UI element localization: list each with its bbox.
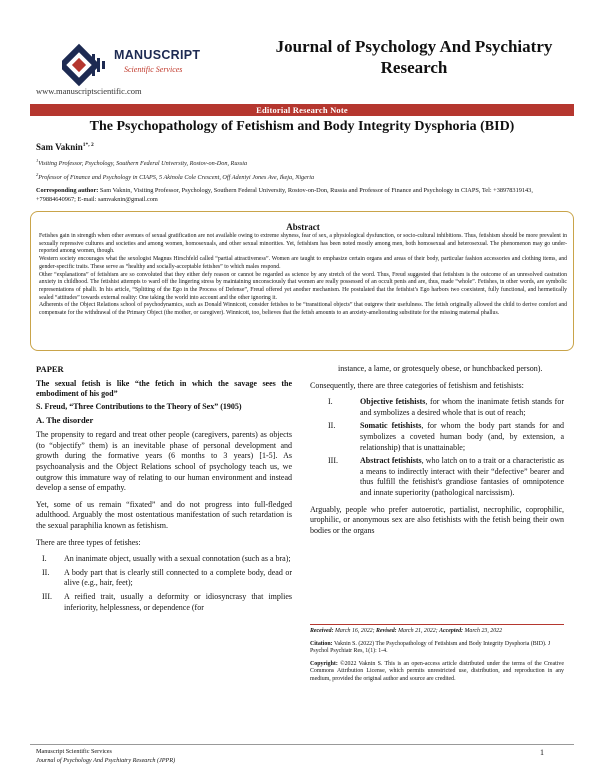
footer-publisher: Manuscript Scientific Services bbox=[36, 748, 112, 755]
body-paragraph: Yet, some of us remain “fixated” and do not progress into full-fledged adulthood. Arguably the most ostentatious manifestation of such retardation is the sexual paraphilia known as fetishism. bbox=[36, 499, 292, 530]
page-number: 1 bbox=[540, 748, 544, 757]
fetishist-categories-list bbox=[310, 397, 564, 498]
citation-text: Vaknin S. (2022) The Psychopathology of Fetishism and Body Integrity Dysphoria (BID). J Psychol Psychiatr Res, 1(1): 1-4. bbox=[310, 640, 551, 654]
author-superscript: 1*, 2 bbox=[82, 142, 94, 148]
affiliation-1 bbox=[36, 158, 566, 167]
journal-title-line2: Research bbox=[380, 58, 448, 77]
list-item bbox=[310, 397, 564, 418]
copyright-label: Copyright: bbox=[310, 660, 338, 667]
affiliation-1-sup: 1 bbox=[36, 158, 39, 163]
list-item bbox=[36, 592, 292, 613]
list-term: Abstract fetishists bbox=[360, 456, 422, 466]
abstract-paragraph: Fetishes gain in strength when other avenues of sexual gratification are not available owing to extreme shyness, fear of sex, a physiological dysfunction, or socio-cultural inhibitions. Thus, fetishism should be more prevalent in sexually repressive cultures and societies and among women, homosexuals, and other sexual minorities. Yet, fetishism has been noted mostly among men, both homosexual and heterosexual. The phenomenon may go under-reported among women, though. bbox=[39, 233, 567, 255]
site-url-link[interactable]: www.manuscriptscientific.com bbox=[36, 86, 142, 96]
list-item bbox=[36, 554, 292, 565]
affiliation-2-sup: 2 bbox=[36, 172, 39, 177]
list-text: An inanimate object, usually with a sexual connotation (such as a bra); bbox=[64, 554, 291, 564]
body-paragraph: Consequently, there are three categories of fetishism and fetishists: bbox=[310, 380, 524, 390]
affiliation-1-text: Visiting Professor, Psychology, Southern Federal University, Rostov-on-Don, Russia bbox=[38, 160, 248, 168]
received-label: Received: bbox=[310, 628, 334, 634]
list-text: , for whom the body part stands for and symbolizes a coveted human body (and, by extension, a relationship) that is unattainable; bbox=[360, 421, 564, 452]
author-text: Sam Vaknin bbox=[36, 142, 83, 152]
list-number: II. bbox=[328, 421, 336, 431]
corresponding-author bbox=[36, 187, 568, 204]
list-text: , for whom the inanimate fetish stands for and symbolizes a desired whole that is out of reach; bbox=[360, 397, 564, 417]
list-number: I. bbox=[42, 554, 47, 564]
manuscript-logo-icon bbox=[62, 42, 108, 88]
logo-name: MANUSCRIPT bbox=[114, 48, 201, 62]
citation bbox=[310, 641, 564, 656]
list-item bbox=[310, 421, 564, 453]
accepted-label: Accepted: bbox=[439, 628, 464, 634]
list-text: A reified trait, usually a deformity or idiosyncrasy that implies inferiority, helplessness, or dependence (for bbox=[64, 591, 292, 612]
list-text: A body part that is clearly still connected to a complete body, dead or alive (e.g., hair, feet); bbox=[64, 567, 292, 588]
subsection-heading: A. The disorder bbox=[36, 414, 94, 425]
abstract-paragraph: Western society encourages what the sexologist Magnus Hirschfeld called “partial attractiveness”. Women are taught to emphasize certain organs and areas of their body, particular fashion accessories and clothing items, and gender-specific traits. These serve as “healthy and socially-acceptable fetishes” to which males respond. bbox=[39, 256, 567, 270]
list-number: II. bbox=[42, 567, 50, 577]
abstract-paragraph: Other “explanations” of fetishism are so convoluted that they either defy reason or cannot be regarded as science by any stretch of the word. Thus, Freud suggested that fetishism is the outcome of an unresolved castration anxiety in childhood. The fetishist attempts to ward off the lingering stress by maintaining unconsciously that women are really possessed of an occult penis and are, thus, made “whole”. Fetishes, in other words, are symbolic representations of phalli. In his article, “Splitting of the Ego in the Process of Defense”, Freud offered yet another mechanism. He postulated that the fetishist’s Ego harbors two coexistent, fully functional, and hermetically sealed “attitudes” towards external reality: One taking the world into account and the other ignoring it. bbox=[39, 271, 567, 301]
abstract-paragraph: Adherents of the Object Relations school of psychodynamics, such as Donald Winnicott, consider fetishes to be “transitional objects” that outgrew their usefulness. The fetish originally allowed the child to derive comfort and compensate for the withdrawal of the Primary Object (the mother, or caregiver). Winnicott, too, believes that the fetish amounts to an anxiety-ameliorating substitute for the missing maternal phallus. bbox=[39, 302, 567, 317]
list-term: Somatic fetishists bbox=[360, 421, 422, 431]
received-date: March 16, 2022; bbox=[333, 628, 377, 634]
journal-title bbox=[249, 36, 579, 78]
revised-date: March 21, 2022; bbox=[396, 628, 440, 634]
logo-tagline: Scientific Services bbox=[124, 65, 183, 74]
article-type-ribbon: Editorial Research Note bbox=[30, 104, 574, 116]
abstract-box bbox=[30, 211, 574, 351]
list-item bbox=[36, 568, 292, 589]
accepted-date: March 23, 2022 bbox=[463, 628, 503, 634]
body-paragraph: There are three types of fetishes: bbox=[36, 537, 141, 547]
list-number: III. bbox=[42, 591, 52, 601]
left-column bbox=[36, 364, 292, 619]
footer-journal: Journal of Psychology And Psychiatry Research (JPPR) bbox=[36, 757, 176, 764]
body-paragraph: The propensity to regard and treat other people (caregivers, parents) as objects (to “objectify” them) is an inevitable phase of personal development and growth during the formative years (6 months to 3 years) [1-5]. As psychoanalysis and the Object Relations school of psychology teach us, we outgrow this immature way of relating to our human environment and instead develop a sense of empathy. bbox=[36, 430, 292, 493]
right-column bbox=[310, 364, 564, 542]
list-term: Objective fetishists bbox=[360, 397, 426, 407]
list-number: III. bbox=[328, 456, 338, 466]
corresponding-label: Corresponding author: bbox=[36, 187, 99, 194]
epigraph-source: S. Freud, “Three Contributions to the Theory of Sex” (1905) bbox=[36, 401, 242, 411]
article-dates bbox=[310, 628, 564, 636]
list-continuation: instance, a lame, or grotesquely obese, or hunchbacked person). bbox=[338, 364, 543, 373]
fetish-types-list bbox=[36, 554, 292, 613]
citation-label: Citation: bbox=[310, 640, 333, 647]
article-meta bbox=[310, 624, 564, 683]
abstract-title: Abstract bbox=[286, 222, 320, 232]
paper-title: The Psychopathology of Fetishism and Body Integrity Dysphoria (BID) bbox=[89, 119, 515, 134]
footer-divider bbox=[30, 744, 574, 745]
corresponding-text: Sam Vaknin, Visiting Professor, Psychology, Southern Federal University, Rostov-on-Don, Russia and Professor of Finance and Psychology in CIAPS, Tel: +38978319143, +79884640967; E-mail: samvaknin@gmail.com bbox=[36, 187, 533, 203]
journal-title-line1: Journal of Psychology And Psychiatry bbox=[275, 37, 553, 56]
list-text: , who latch on to a trait or a characteristic as a means to indirectly interact with their “defective” bearer and thus fulfill the fetishist's grandiose fantasies of omnipotence and innate superiority (pathological narcissism). bbox=[360, 456, 565, 497]
affiliation-2 bbox=[36, 172, 566, 181]
copyright-text: ©2022 Vaknin S. This is an open-access article distributed under the terms of the Creative Commons Attribution License, which permits unrestricted use, distribution, and reproduction in any medium, provided the original author and source are credited. bbox=[310, 660, 564, 682]
copyright bbox=[310, 661, 564, 684]
revised-label: Revised: bbox=[376, 628, 397, 634]
affiliation-2-text: Professor of Finance and Psychology in CIAPS, 5 Akinola Cole Crescent, Off Adeniyi Jones Ave, Ikeja, Nigeria bbox=[38, 174, 315, 182]
epigraph-quote: The sexual fetish is like “the fetich in which the savage sees the embodiment of his god” bbox=[36, 378, 292, 398]
publisher-logo bbox=[62, 42, 232, 88]
list-item bbox=[310, 456, 564, 498]
list-number: I. bbox=[328, 397, 333, 407]
body-paragraph: Arguably, people who prefer autoerotic, partialist, necrophilic, coprophilic, urophilic, or anonymous sex are also fetishists with the fetish being their own bodies or the organs bbox=[310, 504, 564, 535]
section-heading: PAPER bbox=[36, 364, 64, 374]
author-name bbox=[36, 142, 94, 152]
